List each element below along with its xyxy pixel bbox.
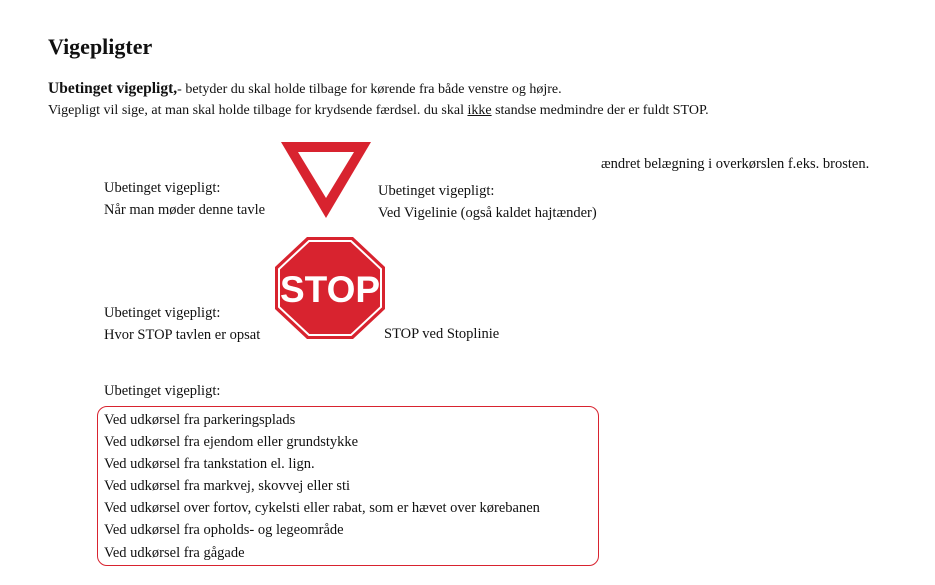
list-item: Ved udkørsel fra ejendom eller grundstykke [104,434,359,451]
intro-line-2 [48,103,709,119]
stop-left-text: Hvor STOP tavlen er opsat [104,327,261,343]
intro-line-1 [48,80,562,98]
surface-note: ændret belægning i overkørslen f.eks. brosten. [601,156,870,172]
yield-right-caption [378,180,597,224]
intro-line-1-text: - betyder du skal holde tilbage for kørende fra både venstre og højre. [177,82,562,97]
list-item: Ved udkørsel fra gågade [104,544,245,561]
yield-left-caption [104,177,265,221]
page-title: Vigepligter [48,34,153,59]
intro-bold-term: Ubetinget vigepligt, [48,80,178,97]
list-item: Ved udkørsel over fortov, cykelsti eller rabat, som er hævet over kørebanen [104,500,540,517]
list-item: Ved udkørsel fra opholds- og legeområde [104,522,344,539]
list-heading: Ubetinget vigepligt: [104,383,221,399]
yield-left-heading: Ubetinget vigepligt: [104,180,221,196]
yield-right-heading: Ubetinget vigepligt: [378,183,495,199]
list-item: Ved udkørsel fra tankstation el. lign. [104,456,315,473]
yield-right-text: Ved Vigelinie (også kaldet hajtænder) [378,205,597,221]
yield-left-text: Når man møder denne tavle [104,202,266,218]
intro-underlined-word: ikke [467,103,492,118]
conditions-list [104,409,540,564]
stop-left-heading: Ubetinget vigepligt: [104,305,221,321]
stop-left-caption [104,302,260,346]
yield-sign-icon [279,141,373,219]
intro-line-2-end: standse medmindre der er fuldt STOP. [491,103,709,118]
stop-sign-text: STOP [279,269,381,310]
intro-line-2-text: Vigepligt vil sige, at man skal holde tilbage for krydsende færdsel. du skal [48,103,468,118]
list-item: Ved udkørsel fra markvej, skovvej eller sti [104,478,351,495]
stop-right-caption: STOP ved Stoplinie [384,326,500,342]
stop-sign-icon [274,236,386,340]
list-item: Ved udkørsel fra parkeringsplads [104,412,296,428]
